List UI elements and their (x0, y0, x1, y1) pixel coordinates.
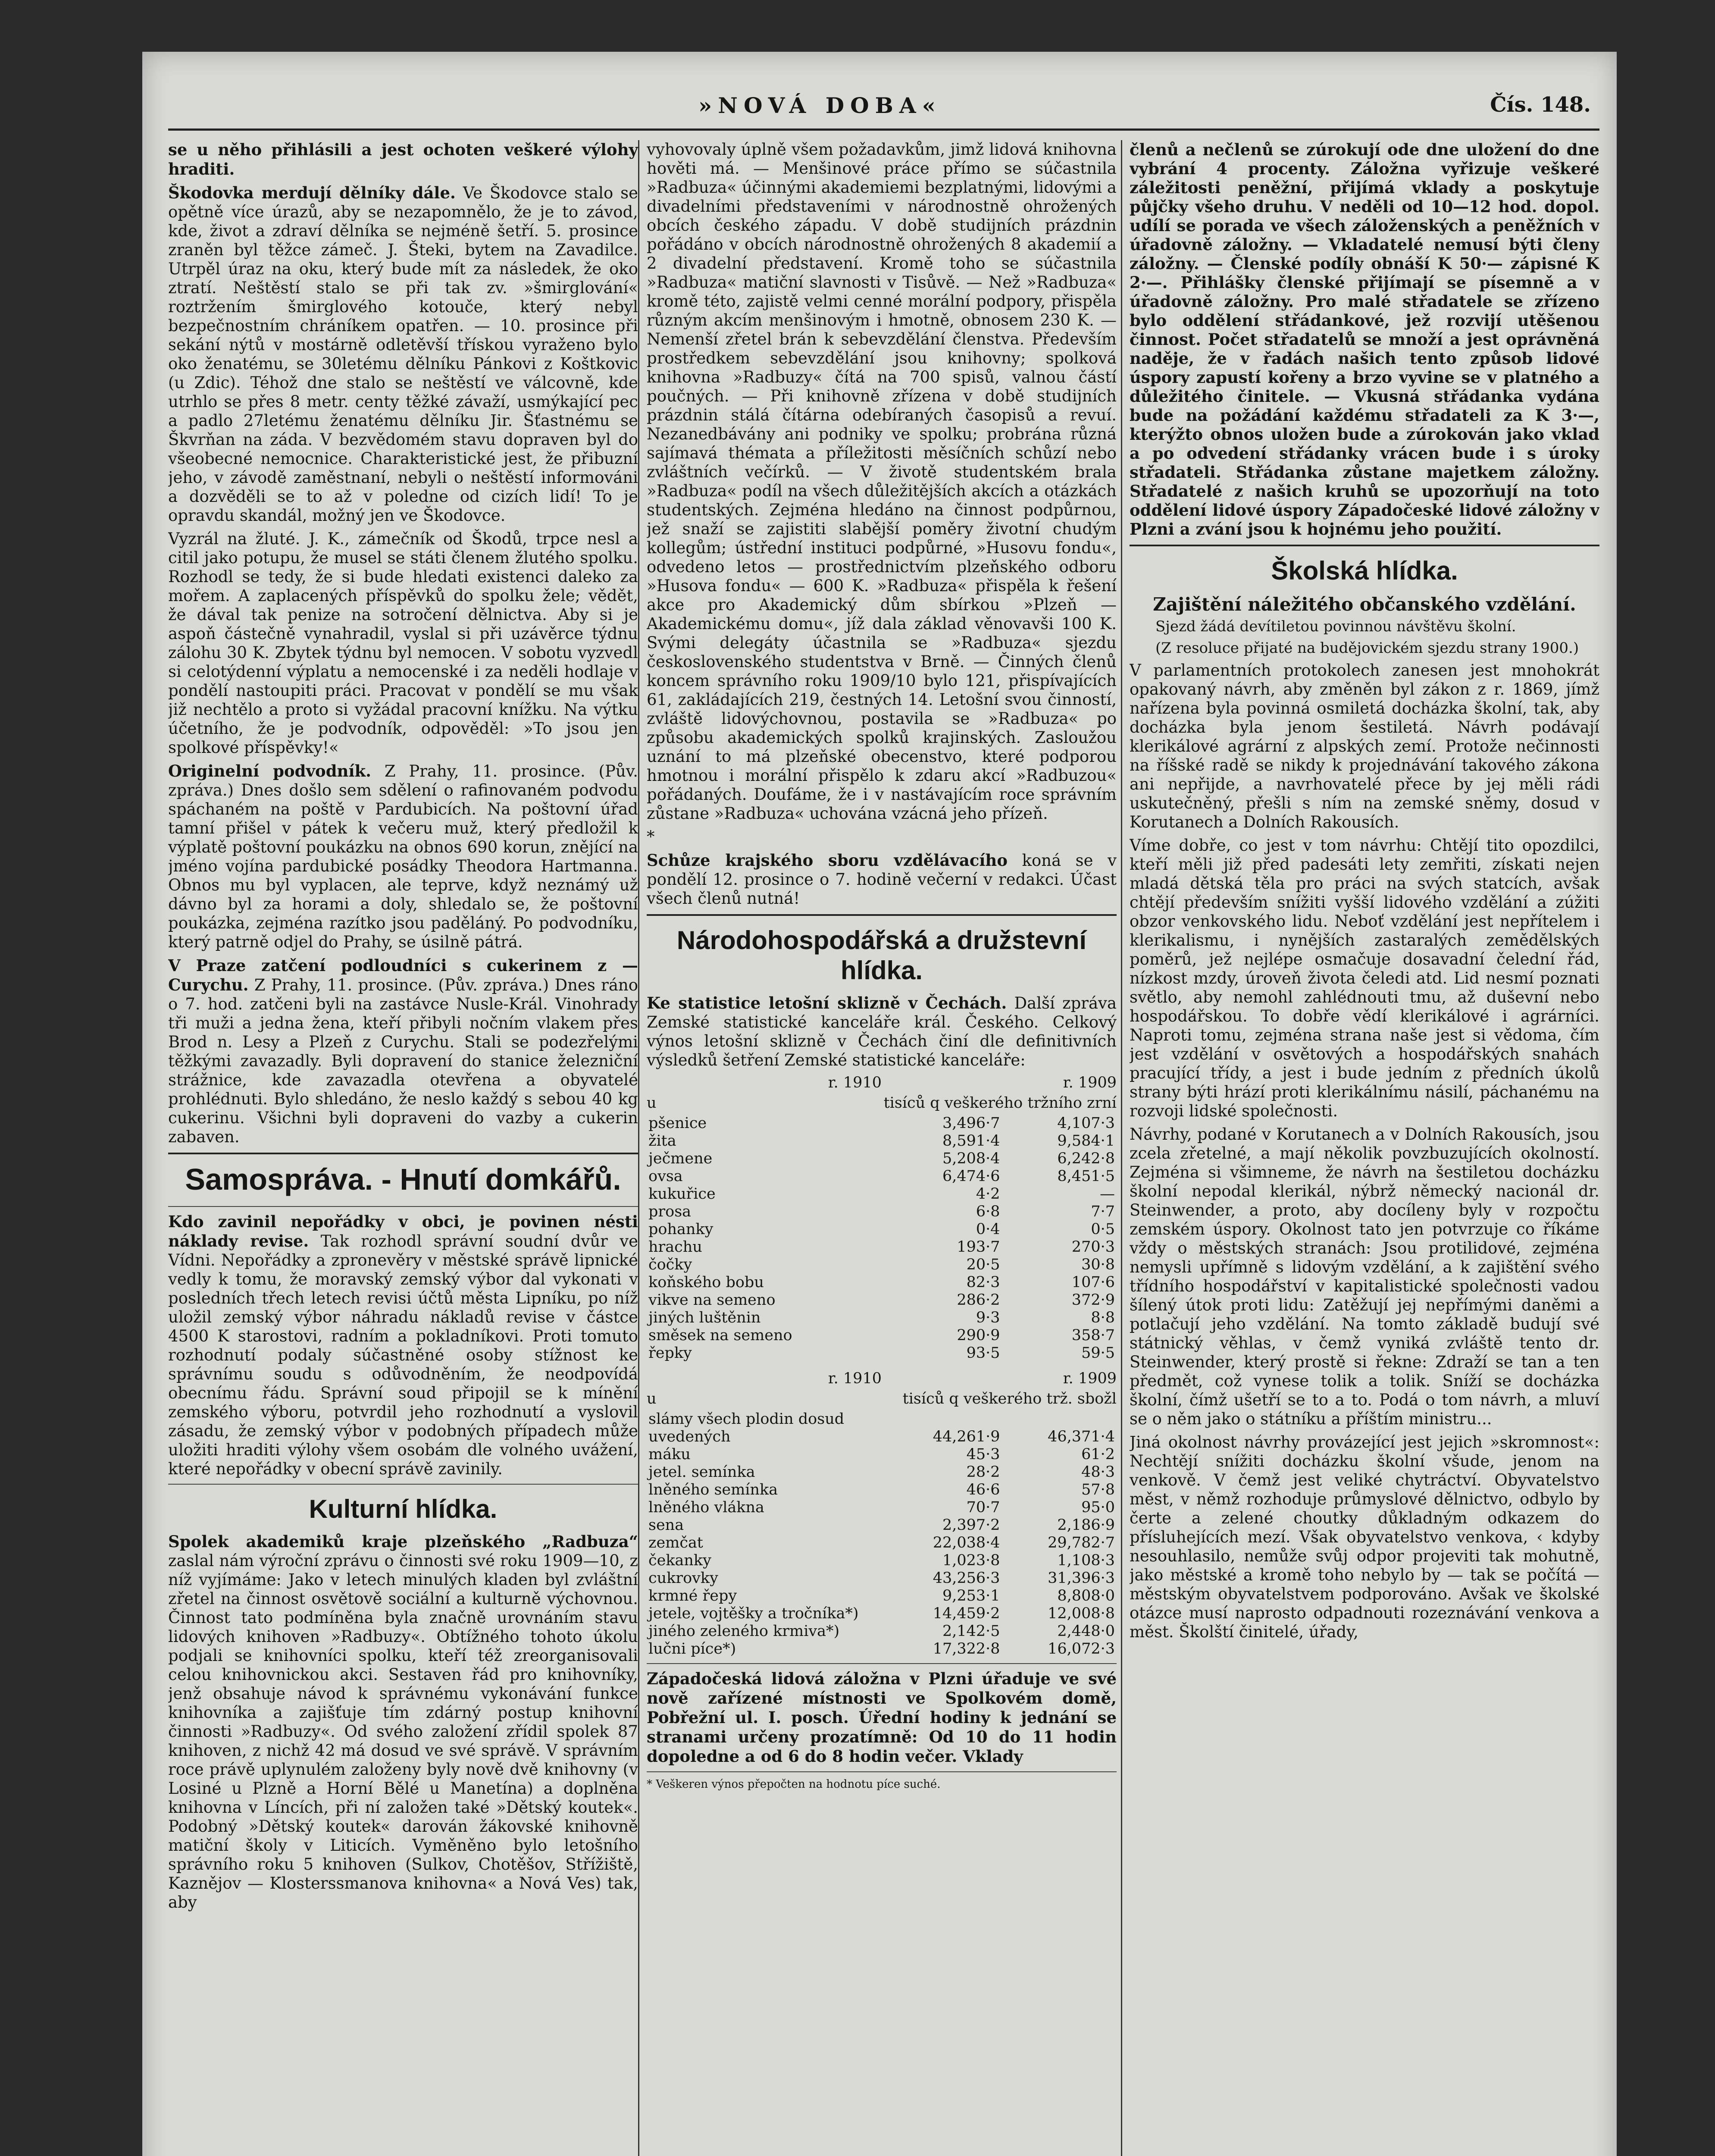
article-paragraph: Víme dobře, co jest v tom návrhu: Chtějí tito opozdilci, kteří měli již před padesáti lety zemřiti, získati nejen mladá dětská těla pro práci na svých statcích, avšak chtějí především snížiti vyšší lidového vzdělání a zúžiti obzor venkovského lidu. Neboť vzdělání jest nepřítelem i klerikalismu, i nynějších zastaralých zemědělských poměrů, jež nejlépe osmačuje dosavadní čelední řád, nízkost mzdy, úroveň života čeledi atd. Lid nesmí poznati světlo, aby nemohl zahlédnouti tmu, až duševní nebo hospodářskou. To dobře vědí klerikálové i agrárníci. Naproti tomu, zejména strana naše jest si vědoma, čím jest vzdělání v osvětových a hospodářských snahách pracující třídy, a jest i bude jedním z předních úkolů strany býti hrází proti klerikálnímu násilí, páchanému na rozvoji lidské společnosti. (1130, 836, 1599, 1120)
table-cell-label: čekanky (648, 1552, 711, 1569)
table-cell-label: kukuřice (648, 1185, 716, 1203)
table-cell-value: 107·6 (1071, 1274, 1115, 1291)
harvest-table-other (647, 1410, 1117, 1658)
section-rule (168, 1153, 638, 1154)
section-rule (168, 1206, 638, 1207)
top-rule (168, 128, 1599, 131)
column-middle (647, 140, 1117, 2156)
table-header: r. 1910 r. 1909 (828, 1074, 1117, 1091)
table-row (647, 1517, 1117, 1534)
table-cell-label: jetel. semínka (648, 1463, 755, 1481)
table-cell-value: 1,108·3 (1057, 1552, 1115, 1569)
table-cell-value: 290·9 (957, 1327, 1000, 1344)
table-cell-label: směsek na semeno (648, 1327, 792, 1344)
table-cell-value: 61·2 (1081, 1446, 1115, 1463)
table-cell-value: 0·4 (976, 1221, 1000, 1238)
table-cell-value: 9·3 (976, 1309, 1000, 1326)
table-cell-label: ovsa (648, 1168, 683, 1185)
table-cell-label: koňského bobu (648, 1274, 764, 1291)
table-cell-label: jiných luštěnin (648, 1309, 761, 1326)
article-paragraph: V Praze zatčení podloudníci s cukerinem z — Curychu. Z Prahy, 11. prosince. (Pův. zpráva.) Dnes ráno o 7. hod. zatčeni byli na zastávce Nusle-Král. Vinohrady tři muži a jedna žena, kteří přibyli nočním vlakem přes Brod n. Lesy a Plzeň z Curychu. Stali se podezřelými těžkými zavazadly. Byli dopravení do stanice železniční strážnice, kde zavazadla otevřena a obyvatelé prohlédnuti. Bylo shledáno, že neslo každý s sebou 40 kg cukerinu. Všichni byli dopraveni do vazby a cukerin zabaven. (168, 956, 638, 1146)
table-row (647, 1256, 1117, 1274)
table-cell-value: 8,591·4 (942, 1132, 1000, 1150)
table-cell-value: 0·5 (1091, 1221, 1115, 1238)
table-row (647, 1291, 1117, 1309)
table-cell-value: 193·7 (957, 1238, 1000, 1256)
table-row (647, 1534, 1117, 1552)
table-row (647, 1132, 1117, 1150)
table-cell-value: 5,208·4 (942, 1150, 1000, 1167)
section-heading-narodohospodarska: Národohospodářská a družstevní hlídka. (676, 926, 1087, 985)
newspaper-page (142, 52, 1617, 2156)
table-cell-label: lučni píce*) (648, 1640, 736, 1658)
table-cell-label: pohanky (648, 1221, 714, 1238)
section-rule (168, 1484, 638, 1485)
table-row (647, 1552, 1117, 1570)
table-row (647, 1221, 1117, 1238)
table-cell-label: vikve na semeno (648, 1291, 776, 1309)
table-cell-value: 59·5 (1081, 1344, 1115, 1362)
table-cell-label: zemčat (648, 1534, 703, 1551)
article-paragraph: Západočeská lidová záložna v Plzni úřaduje ve své nově zařízené místnosti ve Spolkovém domě, Pobřežní ul. I. posch. Úřední hodiny k jednání se stranami určeny prozatímně: Od 10 do 11 hodin dopoledne a od 6 do 8 hodin večer. Vklady (647, 1669, 1117, 1766)
table-row (647, 1623, 1117, 1640)
table-unit-row: u tisíců q veškerého tržního zrní (647, 1094, 1117, 1112)
table-cell-value: 358·7 (1071, 1327, 1115, 1344)
table-row (647, 1274, 1117, 1291)
table-cell-value: 9,584·1 (1057, 1132, 1115, 1150)
table-cell-label: slámy všech plodin dosud uvedených (648, 1410, 845, 1445)
separator-star: * (647, 827, 655, 846)
table-cell-label: ječmene (648, 1150, 713, 1167)
article-paragraph: Návrhy, podané v Korutanech a v Dolních Rakousích, jsou zcela zřetelné, a mají několik povzbuzujících okolností. Zejména si všimneme, že návrh na šestiletou docházku školní nepodal klerikál, nýbrž německý nacionál dr. Steinwender, a proto, aby docíleny byly v rozpočtu zemském úspory. Okolnost tato jen potvrzuje co říkáme vždy o městských stranách: Jsou protilidové, zejména nemysli upřímně s lidovým vzdělání, a k zajištění svého třídního hospodářství v kapitalistické společnosti vadou šílený útok proti lidu: Zatěžují jej nepřímými daněmi a potlačují jeho vzdělání. Na tomto základě budují své státnický věhlas, v čemž vyniká zvláště tento dr. Steinwender, který prostě si řekne: Zdraží se tan a ten předmět, což vynese tolik a tolik. Sníží se docházka školní, čímž ušetří se to a to. Podá o tom návrh, a mluví se o něm jako o státníku a příštím ministru... (1130, 1125, 1599, 1428)
table-cell-label: prosa (648, 1203, 692, 1220)
table-cell-value: 93·5 (966, 1344, 1000, 1362)
table-cell-label: řepky (648, 1344, 692, 1362)
table-cell-value: 4·2 (976, 1185, 1000, 1203)
table-cell-value: 4,107·3 (1057, 1115, 1115, 1132)
table-row (647, 1640, 1117, 1658)
table-row (647, 1203, 1117, 1221)
table-cell-value: 46,371·4 (1048, 1428, 1115, 1445)
table-cell-label: máku (648, 1446, 691, 1463)
footnote: * Veškeren výnos přepočten na hodnotu píce suché. (647, 1778, 941, 1791)
table-row (647, 1410, 1117, 1446)
table-cell-value: 12,008·8 (1048, 1605, 1115, 1622)
newspaper-title: »NOVÁ DOBA« (698, 93, 942, 118)
table-cell-label: krmné řepy (648, 1587, 737, 1604)
table-cell-value: 2,397·2 (942, 1517, 1000, 1534)
section-rule (1130, 545, 1599, 546)
article-paragraph: Spolek akademiků kraje plzeňského „Radbuza“ zaslal nám výroční zprávu o činnosti své roku 1909—10, z níž vyjímáme: Jako v letech minulých kladen byl zvláštní zřetel na činnost osvětově sociální a kulturně výchovnou. Činnost tato podmíněna byla značně urovnáním stavu lidových knihoven »Radbuzy«. Obtížného tohoto úkolu podjali se knihovníci spolku, kteří též zreorganisovali celou knihovnickou akci. Sestaven řád pro knihovníky, jenž obsahuje návod k správnému vykonávání funkce knihovníka a zajišťuje tím zdárný postup knihovní činnosti »Radbuzy«. Od svého založení zřídil spolek 87 knihoven, z nichž 42 má dosud ve své správě. V správním roce právě uplynulém založeny byly nově dvě knihovny (v Losiné u Plzně a Horní Bělé u Manetína) a doplněna knihovna v Líncích, při ní založen také »Dětský koutek«. Podobný »Dětský koutek« darován žákovské knihovně matiční školy v Liticích. Vyměněno bylo letošního správního roku 5 knihoven (Sulkov, Chotěšov, Střížiště, Kaznějov — Klosterssmanova knihovna« a Nová Ves) tak, aby (168, 1532, 638, 1912)
table-cell-value: 6,474·6 (942, 1168, 1000, 1185)
table-cell-value: 20·5 (966, 1256, 1000, 1273)
table-cell-label: lněného vlákna (648, 1499, 764, 1516)
table-cell-value: 6·8 (976, 1203, 1000, 1220)
table-cell-label: hrachu (648, 1238, 702, 1256)
table-cell-value: 17,322·8 (933, 1640, 1000, 1658)
table-cell-label: jetele, vojtěšky a tročníka*) (648, 1605, 859, 1622)
table-cell-value: — (1100, 1185, 1115, 1203)
table-cell-value: 286·2 (957, 1291, 1000, 1309)
table-row (647, 1327, 1117, 1344)
table-row (647, 1587, 1117, 1605)
article-paragraph: vyhovovaly úplně všem požadavkům, jimž lidová knihovna hověti má. — Menšinové práce přímo se súčastnila »Radbuza« účinnými akademiemi bezplatnými, lidovými a divadelními představeními v národnostně ohrožených obcích českého západu. V době studijních prázdnin pořádáno v obcích národnostně ohrožených 8 akademií a 2 divadelní představení. Kromě toho se súčastnila »Radbuza« matiční slavnosti v Tisůvě. — Než »Radbuza« kromě této, zajistě velmi cenné morální podpory, přispěla různým akcím menšinovým i hmotně, obnosem 230 K. — Nemenší zřetel brán k sebevzdělání členstva. Především prostředkem sebevzdělání jsou knihovny; spolková knihovna »Radbuzy« čítá na 700 spisů, valnou částí poučných. — Při knihovně zřízena v době studijních prázdnin stálá čítárna odebíraných časopisů a revuí. Nezanedbávány ani podniky ve spolku; probrána různá sajímavá thémata a příležitosti měsíčních schůzí nebo zvláštních večírků. — V životě studentském brala »Radbuza« podíl na všech důležitějších akcích a otázkách studentských. Zejména hledáno na činnost podpůrnou, jež snaží se zajistiti slabější poměry životní chudým kollegům; ústřední instituci podpůrné, »Husovu fondu«, odvedeno letos — prostřednictvím plzeňského odboru »Husova fondu« — 600 K. »Radbuza« přispěla k řešení akce pro Akademický dům sbírkou »Plzeň — Akademickému domu«, jíž dala základ věnovavši 100 K. Svými delegáty účastnila se »Radbuza« sjezdu československého studentstva v Brně. — Činných členů koncem správního roku 1909/10 bylo 121, přispívajících 61, zakládajících 219, čestných 14. Letošní svou činností, zvláště lidovýchovnou, postavila se »Radbuza« po způsobu akademických spolků krajinských. Zasloužou uznání to má plzeňské obecenstvo, které podporou hmotnou i morální přispělo k zdaru akcí »Radbuzou« pořádaných. Doufáme, že i v nastávajícím roce správním zůstane »Radbuza« uchována vzácná jeho přízeň. (647, 140, 1117, 823)
article-lead: Originelní podvodník. (168, 761, 372, 780)
page-number: Čís. 148. (1490, 93, 1591, 117)
resolution-note: Sjezd žádá devítiletou povinnou návštěvu školní. (1155, 618, 1516, 635)
table-cell-value: 14,459·2 (933, 1605, 1000, 1622)
table-cell-value: 1,023·8 (942, 1552, 1000, 1569)
table-cell-label: žita (648, 1132, 676, 1150)
table-row (647, 1605, 1117, 1623)
table-cell-value: 6,242·8 (1057, 1150, 1115, 1167)
table-cell-value: 8,808·0 (1057, 1587, 1115, 1604)
table-row (647, 1570, 1117, 1587)
table-cell-value: 48·3 (1081, 1463, 1115, 1481)
article-paragraph: Ke statistice letošní sklizně v Čechách. Další zpráva Zemské statistické kanceláře král. Českého. Celkový výnos letošní sklizně v Čechách činí dle definitivních výsledků šetření Zemské statistické kanceláře: (647, 993, 1117, 1069)
column-rule (1121, 140, 1122, 2156)
article-paragraph: členů a nečlenů se zúrokují ode dne uložení do dne vybrání 4 procenty. Záložna vyřizuje veškeré záležitosti peněžní, přijímá vklady a poskytuje půjčky všeho druhu. V neděli od 10—12 hod. dopol. udílí se porada ve všech záloženských a peněžních v úřadovně záložny. — Vkladatelé nemusí býti členy záložny. — Členské podíly obnáší K 50·— zápisné K 2·—. Přihlášky členské přijímají se písemně a v úřadovně záložny. Pro malé střadatele se zřízeno bylo oddělení střádankové, jež rozvijí utěšenou činnost. Počet střadatelů se množí a jest oprávněná naděje, že v řadách našich tento způsob lidové úspory zapustí kořeny a brzo vyvine se v platného a důležitého činitele. — Vkusná střádanka vydána bude na požádání každému střadateli za K 3·—, kterýžto obnos uložen bude a zúrokován jako vklad a po odvedení střádanky vrácen bude i s úroky střadateli. Střádanka zůstane majetkem záložny. Střadatelé z našich kruhů se upozorňují na toto oddělení lidové úspory Západočeské lidové záložny v Plzni a zvání jsou k hojnému jeho použití. (1130, 140, 1599, 539)
section-heading-samosprava: Samospráva. - Hnutí domkářů. (185, 1163, 621, 1196)
table-cell-value: 372·9 (1071, 1291, 1115, 1309)
article-lead: Škodovka merdují dělníky dále. (168, 183, 456, 202)
table-cell-value: 8·8 (1091, 1309, 1115, 1326)
article-paragraph: Jiná okolnost návrhy provázející jest jejich »skromnost«: Nechtějí snížiti docházku školní všude, jenom na venkově. V čemž jest veliké chytráctví. Obyvatelstvo měst, v němž rozhoduje průmyslové dělnictvo, odbylo by čerte a zelené choutky důkladným odkazem do přísluhejících mezí. Však obyvatelstvo venkova, ‹ kdyby nesouhlasilo, nemůže svůj odpor projeviti tak mohutně, jako městské a kromě toho nebylo by — tak se počítá — městským obyvatelstvem podporováno. Avšak ve školské otázce musí naprosto odpadnouti rozeznávání venkova a měst. Školští činitelé, úřady, (1130, 1433, 1599, 1641)
table-cell-label: čočky (648, 1256, 692, 1273)
article-paragraph: se u něho přihlásili a jest ochoten veškeré výlohy hraditi. (168, 140, 638, 179)
section-heading-kulturni: Kulturní hlídka. (309, 1495, 498, 1523)
table-cell-value: 28·2 (966, 1463, 1000, 1481)
table-row (647, 1499, 1117, 1517)
table-cell-label: jiného zeleného krmiva*) (648, 1623, 840, 1640)
table-cell-label: pšenice (648, 1115, 707, 1132)
table-cell-value: 2,142·5 (942, 1623, 1000, 1640)
table-cell-value: 45·3 (966, 1446, 1000, 1463)
article-paragraph: V parlamentních protokolech zanesen jest mnohokrát opakovaný návrh, aby změněn byl zákon z r. 1869, jímž nařízena byla povinná osmiletá docházka školní, tak, aby docházka byla jenom šestiletá. Návrh podávají klerikálové agrární z alpských zemí. Protože nečinnosti na říšské radě se nikdy k projednávání takového zákona ani nepřijde, a navrhovatelé přece by jej měli rádi uskutečněný, přešli s ním na zemské sněmy, dosud v Korutanech a Dolních Rakousích. (1130, 661, 1599, 831)
table-cell-value: 82·3 (966, 1274, 1000, 1291)
column-left (168, 140, 638, 2156)
table-cell-value: 57·8 (1081, 1481, 1115, 1498)
table-cell-value: 2,186·9 (1057, 1517, 1115, 1534)
table-cell-value: 7·7 (1091, 1203, 1115, 1220)
table-row (647, 1168, 1117, 1185)
table-cell-label: sena (648, 1517, 684, 1534)
table-row (647, 1309, 1117, 1327)
article-lead: Ke statistice letošní sklizně v Čechách. (647, 993, 1007, 1012)
table-cell-value: 31,396·3 (1048, 1570, 1115, 1587)
table-cell-value: 70·7 (966, 1499, 1000, 1516)
table-cell-value: 44,261·9 (933, 1428, 1000, 1445)
column-rule (638, 140, 639, 2156)
table-cell-value: 9,253·1 (942, 1587, 1000, 1604)
table-row (647, 1481, 1117, 1499)
table-cell-value: 29,782·7 (1048, 1534, 1115, 1551)
table-cell-value: 43,256·3 (933, 1570, 1000, 1587)
resolution-source: (Z resoluce přijaté na budějovickém sjezdu strany 1900.) (1155, 639, 1579, 657)
article-paragraph: Vyzrál na žluté. J. K., zámečník od Škodů, trpce nesl a citil jako potupu, že musel se státi členem žlutého spolku. Rozhodl se tedy, že si bude hledati existenci daleko za mořem. A zaplacených příspěvků do spolku žele; vědět, že dával tak penize na sotročení dělnictva. Aby si je aspoň částečně vynahradil, vyslal si při uzávěrce týdnu zálohu 30 K. Zbytek týdnu byl nemocen. V sobotu vyzvedl si celotýdenní výplatu a nemocenské i za neděli hodlaje v pondělí nastoupiti práci. Pracovat v pondělí se mu však již nechtělo a proto si vyžádal pracovní knížku. Na výtku účetního, že je podvodník, odpověděl: »To jsou jen spolkové příspěvky!« (168, 530, 638, 757)
footnote-rule (647, 1771, 1117, 1772)
table-row (647, 1185, 1117, 1203)
table-row (647, 1238, 1117, 1256)
table-cell-value: 46·6 (966, 1481, 1000, 1498)
article-title: Zajištění náležitého občanského vzdělání. (1153, 594, 1576, 615)
table-cell-label: cukrovky (648, 1570, 718, 1587)
table-cell-value: 3,496·7 (942, 1115, 1000, 1132)
article-lead: Kdo zavinil nepořádky v obci, je povinen nésti náklady revise. (168, 1212, 638, 1250)
table-row (647, 1344, 1117, 1362)
table-cell-value: 8,451·5 (1057, 1168, 1115, 1185)
article-paragraph: Schůze krajského sboru vzdělávacího koná se v pondělí 12. prosince o 7. hodině večerní v redakci. Účast všech členů nutná! (647, 851, 1117, 908)
article-paragraph: Škodovka merdují dělníky dále. Ve Škodovce stalo se opětně více úrazů, aby se nezapomnělo, že je to závod, kde, život a zdraví dělníka se nejméně šetří. 5. prosince zraněn byl těžce zámeč. J. Šteki, bytem na Zavadilce. Utrpěl úraz na oku, který bude mít za následek, že oko ztratí. Neštěstí stalo se při tak zv. »šmirglování« roztržením šmirglového kotouče, který nebyl bezpečnostním chráníkem opatřen. — 10. prosince při sekání nýtů v mostárně odletěvší třískou vyraženo bylo oko ženatému, se 30letému dělníku Pánkovi z Koštkovic (u Zdic). Téhož dne stalo se neštěstí ve válcovně, kde utrhlo se přes 8 metr. centy těžké závaží, usmýkající pec a padlo 27letému ženatému dělníku Jir. Šťastnému se Škvrňan na záda. V bezvědomém stavu dopraven byl do všeobecné nemocnice. Charakteristické jest, že přibuzní jeho, v závodě zaměstnaní, nebyli o neštěstí informováni a dozvěděli se to až v poledne od cizích lidí! To je opravdu skandál, možný jen ve Škodovce. (168, 183, 638, 525)
article-lead: Spolek akademiků kraje plzeňského „Radbuza“ (168, 1532, 638, 1551)
table-header: r. 1910 r. 1909 (828, 1370, 1117, 1387)
section-rule (647, 1663, 1117, 1664)
table-cell-value: 16,072·3 (1048, 1640, 1115, 1658)
table-row (647, 1115, 1117, 1132)
table-row (647, 1463, 1117, 1481)
article-paragraph: Originelní podvodník. Z Prahy, 11. prosince. (Pův. zpráva.) Dnes došlo sem sdělení o rafinovaném podvodu spáchaném na poště v Pardubicích. Na poštovní úřad tamní přišel v pátek k večeru muž, který předložil k výplatě poštovní poukázku na obnos 690 korun, znějící na jméno vojína pardubické posádky Theodora Hartmanna. Obnos mu byl vyplacen, ale teprve, když neznámý už dávno byl za horami a doly, shledalo se, že poštovní poukázka, zejména razítko jsou paděláný. Po podvodníku, který patrně odjel do Prahy, se úsilně pátrá. (168, 761, 638, 951)
table-cell-value: 30·8 (1081, 1256, 1115, 1273)
table-unit-row: u tisíců q veškerého trž. sbožl (647, 1390, 1117, 1407)
section-rule (647, 914, 1117, 916)
article-lead: V Praze zatčení podloudníci s cukerinem z — Curychu. (168, 956, 638, 994)
masthead (142, 93, 1617, 123)
article-lead: Západočeská lidová záložna v Plzni (647, 1669, 973, 1688)
table-row (647, 1446, 1117, 1463)
table-cell-value: 22,038·4 (933, 1534, 1000, 1551)
table-cell-value: 95·0 (1081, 1499, 1115, 1516)
table-cell-value: 270·3 (1071, 1238, 1115, 1256)
article-lead: Schůze krajského sboru vzdělávacího (647, 851, 1008, 870)
article-paragraph: Kdo zavinil nepořádky v obci, je povinen nésti náklady revise. Tak rozhodl správní soudní dvůr ve Vídni. Nepořádky a zpronevěry v městské správě lipnické vedly k tomu, že moravský zemský výbor dal vykonati v posledních třech letech revisi účtů města Lipníku, po níž uložil zemský výbor náhradu nákladů revise v částce 4500 K starostovi, radním a pokladníkovi. Proti tomuto rozhodnutí podaly súčastněné osoby stížnost ke správnímu soudu s odůvodněním, že neodpovídá obecnímu řádu. Správní soud připojil se k mínění zemského výboru, potvrdil jeho rozhodnutí a vyslovil zásadu, že zemský výbor v podobných případech může uložiti hraditi výlohy všem osobám dle volného uvážení, které nepořádky v obecní správě zavinily. (168, 1212, 638, 1478)
table-row (647, 1150, 1117, 1168)
section-heading-skolska: Školská hlídka. (1271, 556, 1458, 585)
table-cell-label: lněného semínka (648, 1481, 778, 1498)
column-right (1130, 140, 1599, 2156)
harvest-table-grain (647, 1115, 1117, 1362)
table-cell-value: 2,448·0 (1057, 1623, 1115, 1640)
